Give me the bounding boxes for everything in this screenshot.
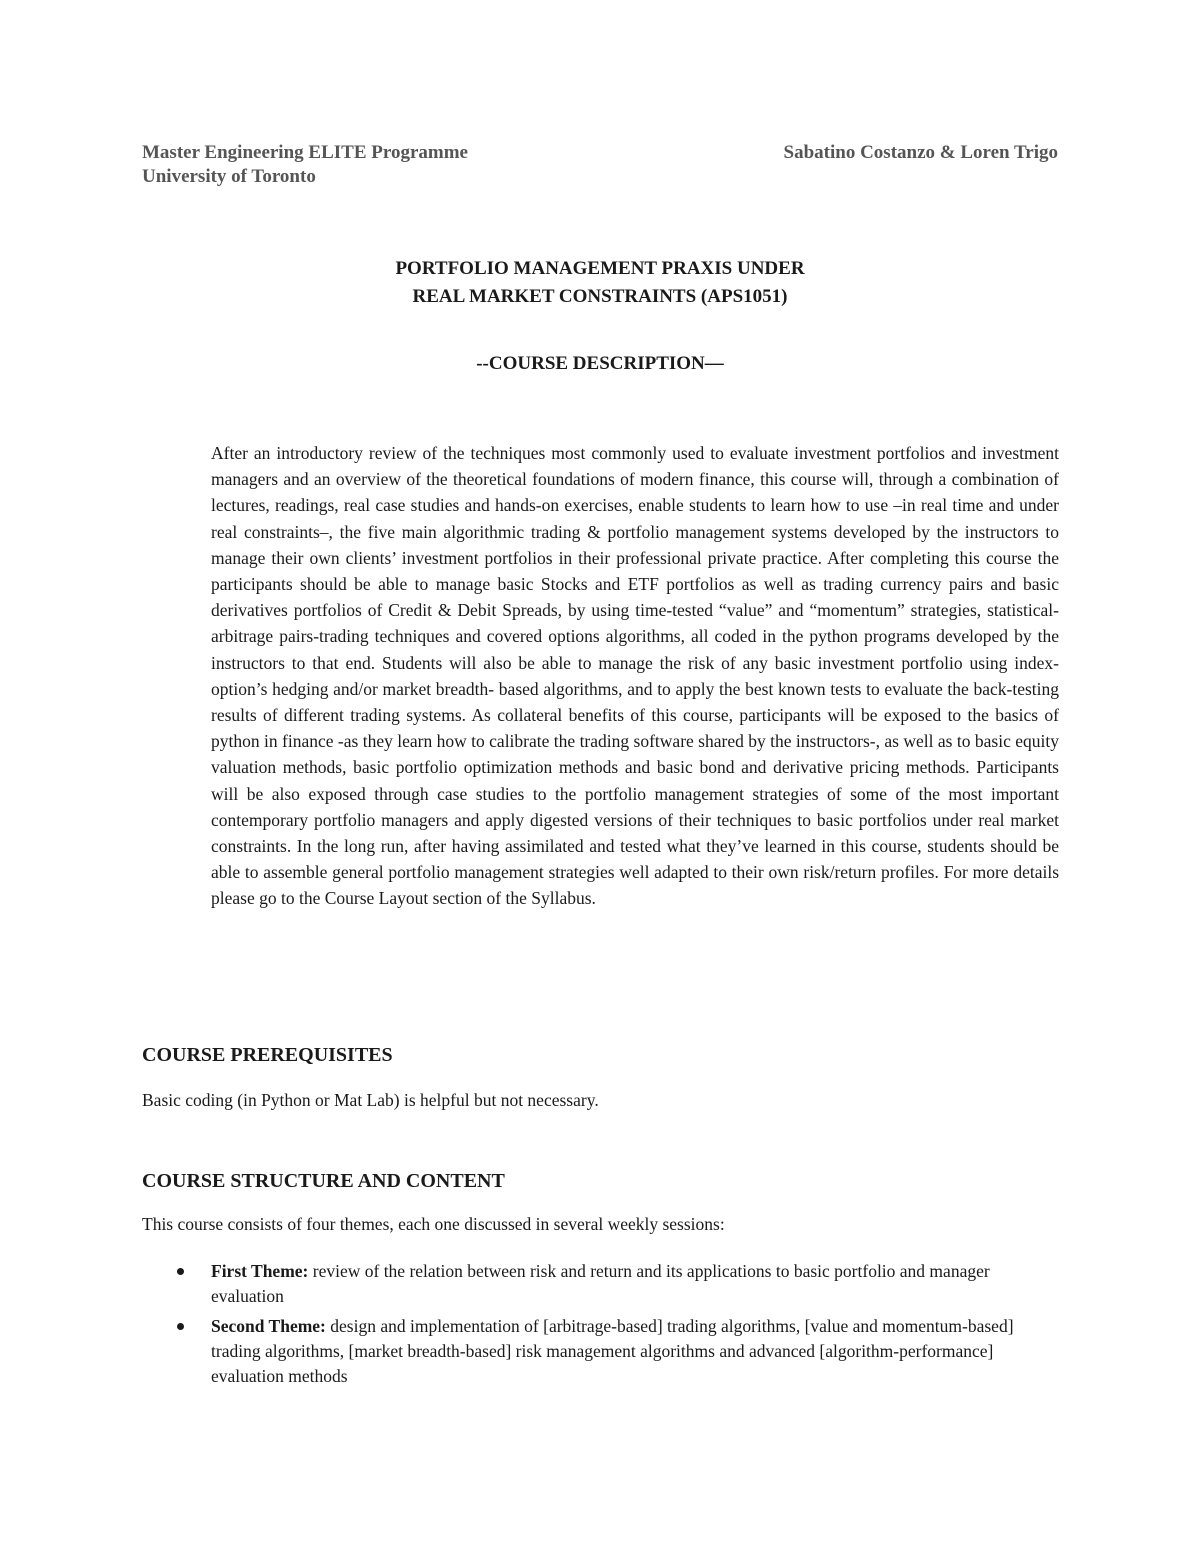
page-header: [142, 141, 1058, 189]
theme-text: review of the relation between risk and return and its applications to basic portfolio and manager evaluation: [211, 1261, 990, 1306]
university-name: University of Toronto: [142, 166, 316, 187]
program-name: Master Engineering ELITE Programme: [142, 142, 468, 163]
structure-heading: COURSE STRUCTURE AND CONTENT: [142, 1170, 505, 1192]
description-heading: --COURSE DESCRIPTION—: [476, 353, 724, 374]
course-title-line-1: PORTFOLIO MANAGEMENT PRAXIS UNDER: [395, 258, 805, 279]
description-paragraph: After an introductory review of the techniques most commonly used to evaluate investment portfolios and investment managers and an overview of the theoretical foundations of modern finance, this course will, through a combination of lectures, readings, real case studies and hands-on exercises, enable students to learn how to use –in real time and under real constraints–, the five main algorithmic trading & portfolio management systems developed by the instructors to manage their own clients’ investment portfolios in their professional private practice. After completing this course the participants should be able to manage basic Stocks and ETF portfolios as well as trading currency pairs and basic derivatives portfolios of Credit & Debit Spreads, by using time-tested “value” and “momentum” strategies, statistical-arbitrage pairs-trading techniques and covered options algorithms, all coded in the python programs developed by the instructors to that end. Students will also be able to manage the risk of any basic investment portfolio using index-option’s hedging and/or market breadth- based algorithms, and to apply the best known tests to evaluate the back-testing results of different trading systems. As collateral benefits of this course, participants will be exposed to the basics of python in finance -as they learn how to calibrate the trading software shared by the instructors-, as well as to basic equity valuation methods, basic portfolio optimization methods and basic bond and derivative pricing methods. Participants will be also exposed through case studies to the portfolio management strategies of some of the most important contemporary portfolio managers and apply digested versions of their techniques to basic portfolios under real market constraints. In the long run, after having assimilated and tested what they’ve learned in this course, students should be able to assemble general portfolio management strategies well adapted to their own risk/return profiles. For more details please go to the Course Layout section of the Syllabus.: [211, 443, 1059, 909]
bullet-icon: [177, 1323, 184, 1330]
theme-label: First Theme:: [211, 1261, 309, 1281]
prerequisites-heading: COURSE PREREQUISITES: [142, 1044, 393, 1066]
prerequisites-text: Basic coding (in Python or Mat Lab) is helpful but not necessary.: [142, 1090, 599, 1110]
bullet-icon: [177, 1268, 184, 1275]
theme-label: Second Theme:: [211, 1316, 326, 1336]
structure-intro: This course consists of four themes, each one discussed in several weekly sessions:: [142, 1214, 725, 1234]
course-title-line-2: REAL MARKET CONSTRAINTS (APS1051): [412, 286, 788, 307]
theme-list: [170, 1259, 1060, 1394]
authors: Sabatino Costanzo & Loren Trigo: [783, 142, 1058, 163]
list-item: [170, 1259, 1060, 1309]
theme-text: design and implementation of [arbitrage-based] trading algorithms, [value and momentum-based] trading algorithms, [market breadth-based] risk management algorithms and advanced [algorithm-performance] evaluation methods: [211, 1316, 1014, 1386]
course-title: [0, 255, 1200, 311]
list-item: [170, 1314, 1060, 1389]
